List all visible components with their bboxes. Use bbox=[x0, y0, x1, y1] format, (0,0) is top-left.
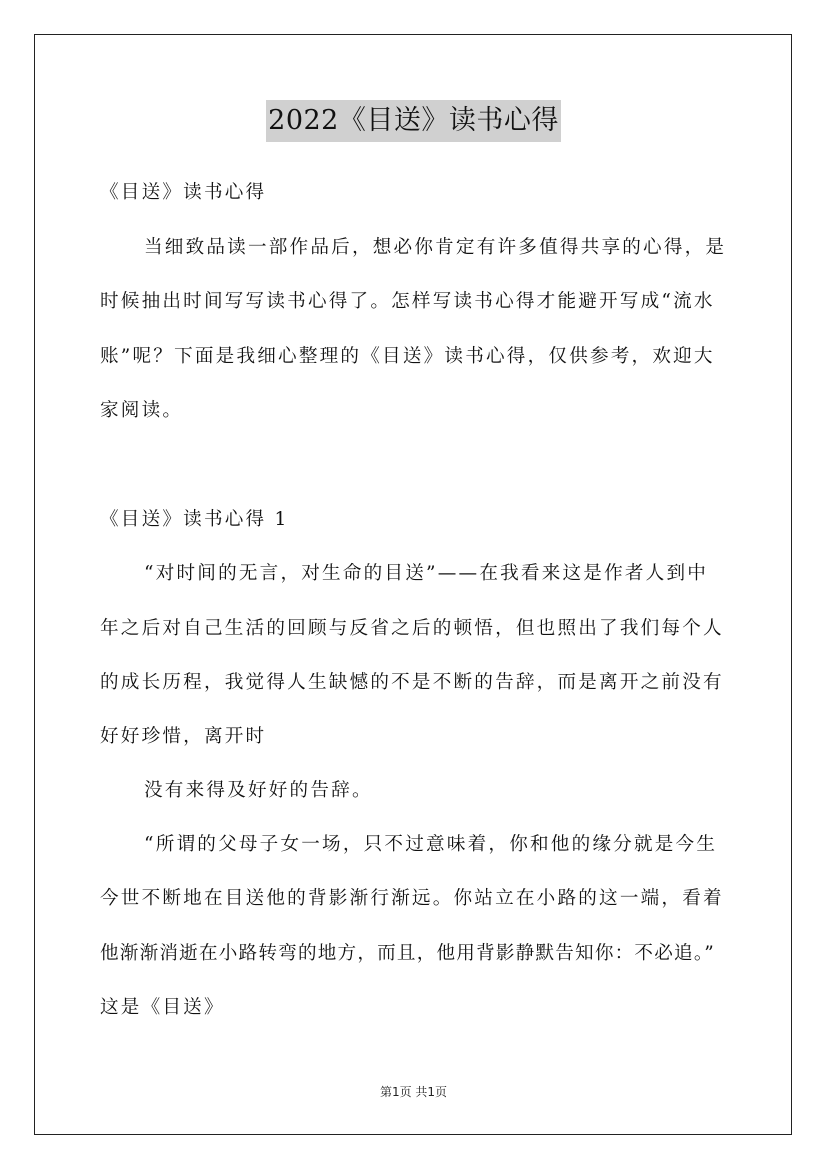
paragraph-line: 今世不断地在目送他的背影渐行渐远。你站立在小路的这一端，看着 bbox=[100, 888, 724, 909]
paragraph-line: “所谓的父母子女一场，只不过意味着，你和他的缘分就是今生 bbox=[144, 834, 718, 855]
document-title: 2022《目送》读书心得 bbox=[266, 100, 561, 142]
paragraph-line: 的成长历程，我觉得人生缺憾的不是不断的告辞，而是离开之前没有 bbox=[100, 672, 724, 693]
paragraph-line: 当细致品读一部作品后，想必你肯定有许多值得共享的心得，是 bbox=[144, 237, 727, 258]
section-heading-intro: 《目送》读书心得 bbox=[100, 182, 267, 203]
paragraph-line: 时候抽出时间写写读书心得了。怎样写读书心得才能避开写成“流水 bbox=[100, 291, 715, 312]
paragraph-line: “对时间的无言，对生命的目送”——在我看来这是作者人到中 bbox=[144, 563, 709, 584]
paragraph-line: 他渐渐消逝在小路转弯的地方，而且，他用背影静默告知你：不必追。” bbox=[100, 943, 716, 964]
section-heading-1: 《目送》读书心得 1 bbox=[100, 509, 289, 530]
paragraph-line: 账”呢？下面是我细心整理的《目送》读书心得，仅供参考，欢迎大 bbox=[100, 346, 715, 367]
page-number-footer: 第1页 共1页 bbox=[379, 1085, 448, 1099]
paragraph-line: 这是《目送》 bbox=[100, 997, 225, 1018]
paragraph-line: 家阅读。 bbox=[100, 400, 184, 421]
paragraph-line: 年之后对自己生活的回顾与反省之后的顿悟，但也照出了我们每个人 bbox=[100, 618, 724, 639]
title-container bbox=[0, 100, 827, 142]
paragraph-line: 没有来得及好好的告辞。 bbox=[144, 780, 373, 801]
paragraph-line: 好好珍惜，离开时 bbox=[100, 726, 267, 747]
